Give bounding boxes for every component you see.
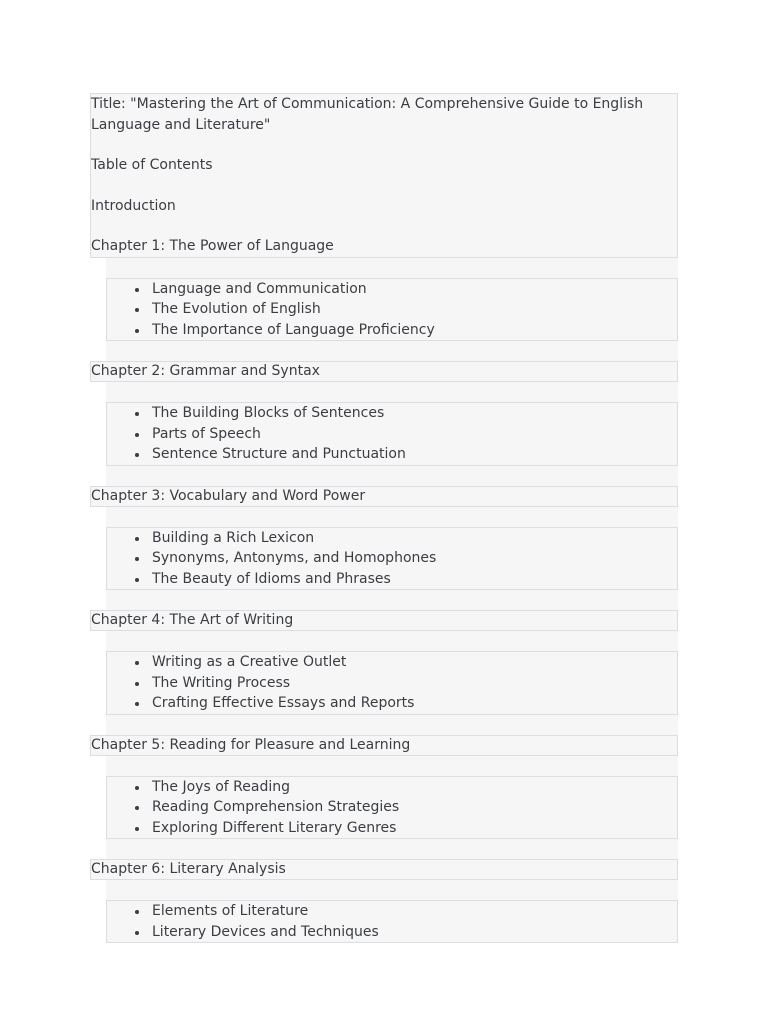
list-item: Building a Rich Lexicon bbox=[135, 528, 677, 549]
spacer bbox=[106, 341, 678, 361]
chapter-4-list-wrap bbox=[106, 651, 678, 715]
introduction-heading: Introduction bbox=[91, 197, 176, 214]
list-item: Elements of Literature bbox=[135, 901, 677, 922]
chapter-4-heading: Chapter 4: The Art of Writing bbox=[90, 610, 678, 631]
spacer bbox=[106, 382, 678, 402]
spacer bbox=[106, 880, 678, 900]
toc-heading: Table of Contents bbox=[91, 157, 213, 173]
spacer bbox=[106, 631, 678, 651]
spacer bbox=[106, 507, 678, 527]
list-item: The Building Blocks of Sentences bbox=[135, 403, 677, 424]
spacer bbox=[106, 839, 678, 859]
chapter-5-heading: Chapter 5: Reading for Pleasure and Learning bbox=[90, 735, 678, 756]
chapter-6-list bbox=[106, 900, 678, 943]
list-item: Language and Communication bbox=[135, 279, 677, 300]
title-block bbox=[90, 93, 678, 258]
chapter-1-list-wrap bbox=[106, 278, 678, 342]
spacer bbox=[106, 590, 678, 610]
chapter-5-list bbox=[106, 776, 678, 840]
chapter-6-heading: Chapter 6: Literary Analysis bbox=[90, 859, 678, 880]
list-item: Writing as a Creative Outlet bbox=[135, 652, 677, 673]
chapter-2-list bbox=[106, 402, 678, 466]
list-item: Exploring Different Literary Genres bbox=[135, 818, 677, 839]
chapter-3-list-wrap bbox=[106, 527, 678, 591]
chapter-1-heading: Chapter 1: The Power of Language bbox=[91, 238, 334, 254]
chapter-5-list-wrap bbox=[106, 776, 678, 840]
chapter-2-heading: Chapter 2: Grammar and Syntax bbox=[90, 361, 678, 382]
spacer bbox=[106, 466, 678, 486]
spacer bbox=[106, 756, 678, 776]
chapter-4-list bbox=[106, 651, 678, 715]
list-item: Literary Devices and Techniques bbox=[135, 922, 677, 943]
list-item: Synonyms, Antonyms, and Homophones bbox=[135, 548, 677, 569]
chapter-3-heading: Chapter 3: Vocabulary and Word Power bbox=[90, 486, 678, 507]
list-item: Crafting Effective Essays and Reports bbox=[135, 693, 677, 714]
spacer bbox=[106, 258, 678, 278]
list-item: Reading Comprehension Strategies bbox=[135, 797, 677, 818]
document-page bbox=[90, 93, 678, 943]
list-item: The Importance of Language Proficiency bbox=[135, 320, 677, 341]
list-item: Sentence Structure and Punctuation bbox=[135, 444, 677, 465]
list-item: Parts of Speech bbox=[135, 424, 677, 445]
list-item: The Joys of Reading bbox=[135, 777, 677, 798]
chapter-1-list bbox=[106, 278, 678, 342]
spacer bbox=[106, 715, 678, 735]
chapter-3-list bbox=[106, 527, 678, 591]
list-item: The Writing Process bbox=[135, 673, 677, 694]
chapter-6-list-wrap bbox=[106, 900, 678, 943]
document-title: Title: "Mastering the Art of Communication: A Comprehensive Guide to English Language and Literature" bbox=[91, 96, 644, 133]
chapter-2-list-wrap bbox=[106, 402, 678, 466]
list-item: The Beauty of Idioms and Phrases bbox=[135, 569, 677, 590]
list-item: The Evolution of English bbox=[135, 299, 677, 320]
